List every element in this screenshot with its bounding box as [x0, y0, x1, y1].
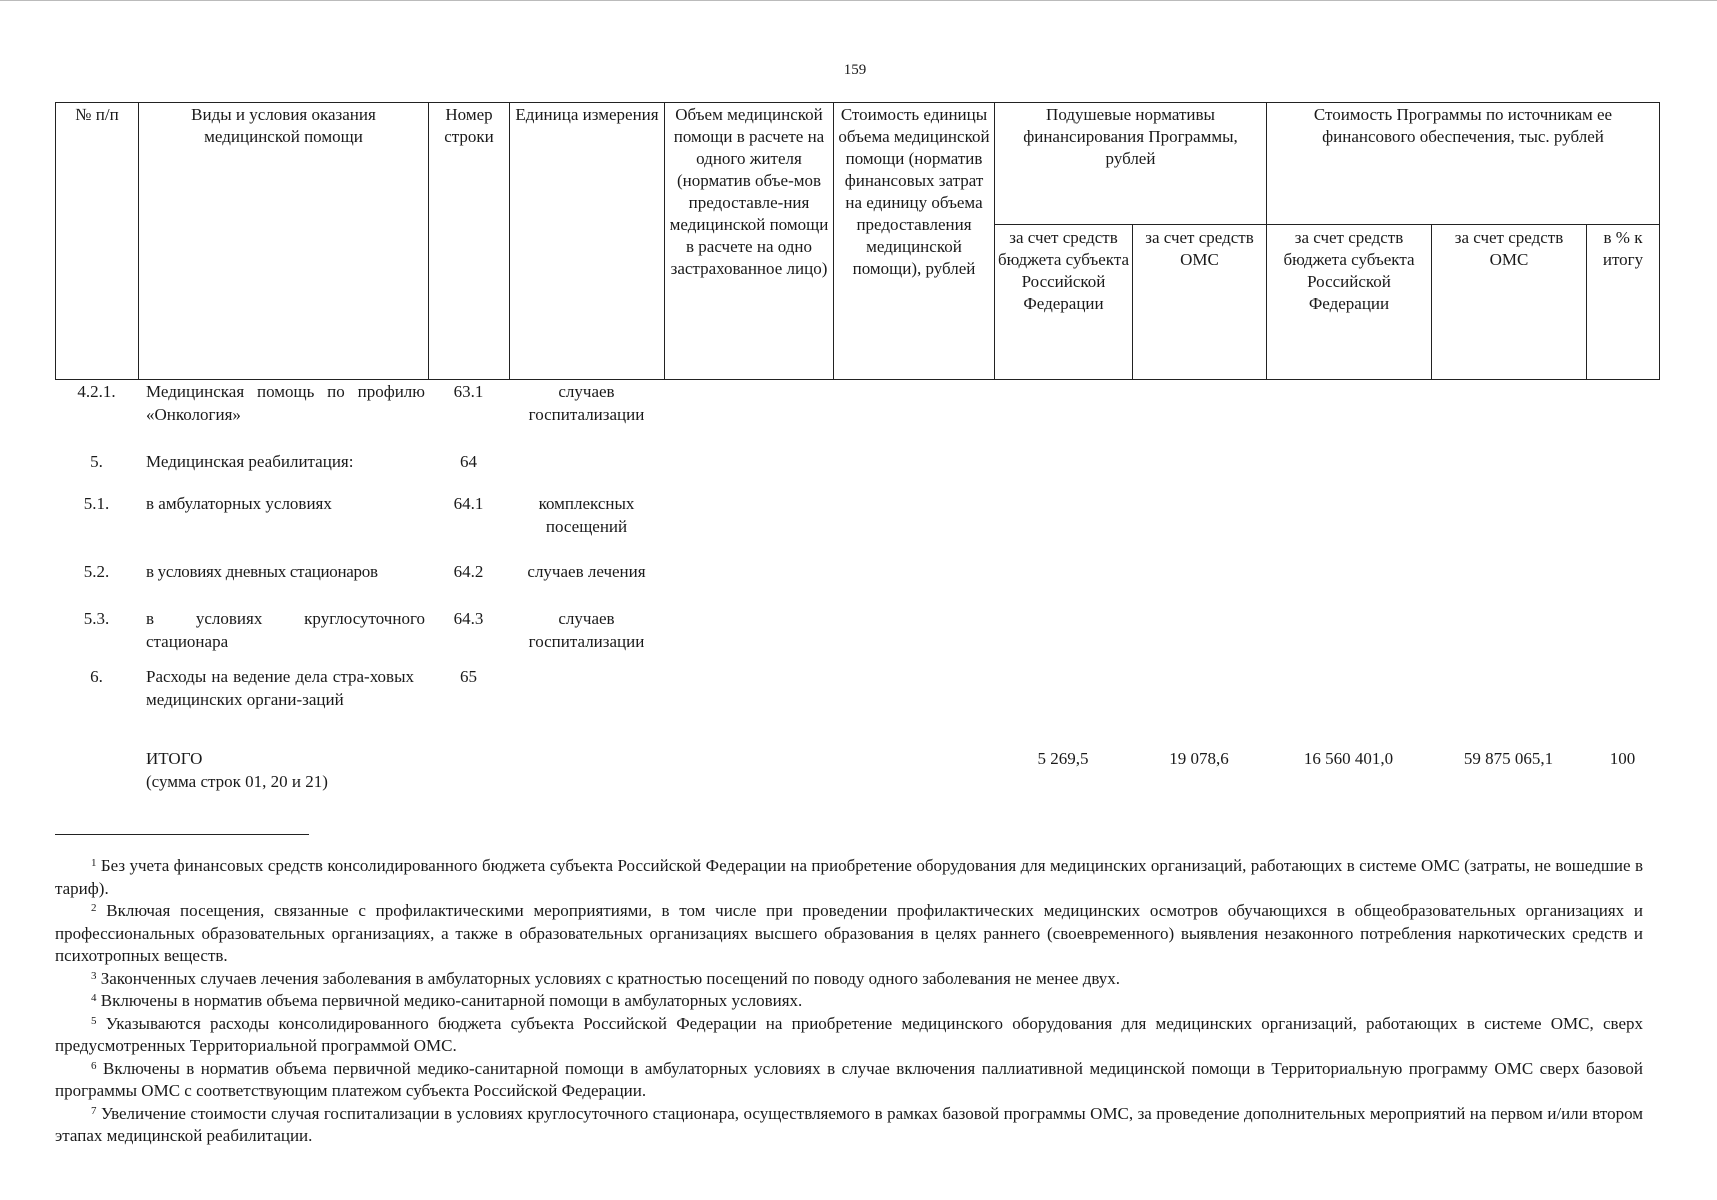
row-line-number: 65 — [460, 667, 477, 686]
row-name: Расходы на ведение дела стра-ховых медицинских органи-заций — [146, 667, 414, 709]
row-line-number: 63.1 — [453, 382, 484, 401]
row-line-number: 64.3 — [453, 609, 484, 628]
row-num: 5.1. — [83, 494, 110, 513]
row-line-number — [428, 747, 509, 797]
header-program-oms: за счет средств ОМС — [1432, 225, 1587, 380]
row-name: Медицинская помощь по профилю «Онкология» — [146, 382, 425, 424]
header-per-capita-oms: за счет средств ОМС — [1133, 225, 1267, 380]
footnote-6: $^6$ Включены в норматив объема первичной медико-санитарной помощи в амбулаторных условиях в случае включения паллиативной медицинской помощи в Территориальную программу ОМС сверх базовой программы ОМС с соответствующим платежом субъекта Российской Федерации. — [55, 1058, 1643, 1100]
total-program-budget: 16 560 401,0 — [1303, 749, 1394, 768]
row-name — [138, 747, 428, 797]
footnote-7: $^7$ Увеличение стоимости случая госпитализации в условиях круглосуточного стационара, осуществляемого в рамках базовой программы ОМС, за проведение дополнительных мероприятий на первом и/или втором этапах медицинской реабилитации. — [55, 1103, 1644, 1145]
row-line-number: 64.2 — [453, 562, 484, 581]
header-volume: Объем медицинской помощи в расчете на одного жителя (норматив объе-мов предоставле-ния медицинской помощи в расчете на одно застрахованное лицо) — [665, 103, 834, 380]
row-name: в условиях круглосуточного стационара — [146, 609, 425, 651]
table-row — [55, 380, 1659, 450]
table-row — [55, 560, 1659, 607]
row-num: 5.3. — [83, 609, 110, 628]
scan-edge-line — [0, 0, 1717, 1]
total-program-oms: 59 875 065,1 — [1463, 749, 1554, 768]
total-percent: 100 — [1609, 749, 1636, 768]
row-line-number: 64.1 — [453, 494, 484, 513]
header-per-capita-budget: за счет средств бюджета субъекта Российской Федерации — [995, 225, 1133, 380]
row-unit — [509, 665, 664, 747]
table-row-total — [55, 747, 1659, 797]
header-program-cost: Стоимость Программы по источникам ее финансового обеспечения, тыс. рублей — [1267, 103, 1660, 225]
row-num: 5.2. — [83, 562, 110, 581]
table-row — [55, 665, 1659, 747]
row-unit: случаев лечения — [527, 562, 646, 581]
row-line-number: 64 — [460, 452, 477, 471]
header-num: № п/п — [56, 103, 139, 380]
footnote-2: $^2$ Включая посещения, связанные с профилактическими мероприятиями, в том числе при проведении профилактических медицинских осмотров обучающихся в общеобразовательных организациях и профессиональных образовательных организациях, а также в образовательных организациях высшего образования в целях раннего (своевременного) выявления незаконного потребления наркотических средств и психотропных веществ. — [55, 901, 1643, 965]
header-unit: Единица измерения — [510, 103, 665, 380]
total-per-capita-budget: 5 269,5 — [1037, 749, 1089, 768]
row-unit: случаев госпитализации — [528, 382, 645, 424]
row-num: 6. — [90, 667, 103, 686]
header-type: Виды и условия оказания медицинской помощи — [139, 103, 429, 380]
table-row — [55, 450, 1659, 492]
row-unit — [509, 450, 664, 492]
header-percent: в % к итогу — [1587, 225, 1660, 380]
footnotes — [55, 855, 1643, 1148]
footnote-4: $^4$ Включены в норматив объема первичной медико-санитарной помощи в амбулаторных условиях. — [91, 991, 803, 1010]
table-row — [55, 607, 1659, 665]
table-body — [55, 380, 1659, 797]
row-num: 4.2.1. — [77, 382, 116, 401]
footnote-separator — [55, 834, 309, 835]
row-unit: комплексных посещений — [538, 494, 635, 536]
row-name: в условиях дневных стационаров — [146, 562, 378, 581]
row-unit — [509, 747, 664, 797]
row-unit: случаев госпитализации — [528, 609, 645, 651]
row-num: 5. — [90, 452, 103, 471]
footnote-3: $^3$ Законченных случаев лечения заболевания в амбулаторных условиях с кратностью посещений по поводу одного заболевания не менее двух. — [91, 968, 1121, 988]
page-number: 159 — [843, 62, 867, 78]
table-row — [55, 492, 1659, 560]
row-name: Медицинская реабилитация: — [146, 452, 354, 471]
table-header — [55, 102, 1660, 380]
footnote-1: $^1$ Без учета финансовых средств консолидированного бюджета субъекта Российской Федерации на приобретение оборудования для медицинских организаций, работающих в системе ОМС (затраты, не вошедшие в тариф). — [55, 856, 1643, 898]
total-label: ИТОГО — [146, 749, 203, 768]
total-per-capita-oms: 19 078,6 — [1169, 749, 1229, 768]
header-per-capita: Подушевые нормативы финансирования Программы, рублей — [995, 103, 1267, 225]
header-unit-cost: Стоимость единицы объема медицинской помощи (норматив финансовых затрат на единицу объема предоставления медицинской помощи), рублей — [834, 103, 995, 380]
footnote-5: $^5$ Указываются расходы консолидированного бюджета субъекта Российской Федерации на приобретение медицинского оборудования для медицинских организаций, работающих в системе ОМС, сверх предусмотренных Территориальной программой ОМС. — [55, 1013, 1643, 1055]
row-num — [55, 747, 138, 797]
row-name: в амбулаторных условиях — [146, 494, 332, 513]
header-program-budget: за счет средств бюджета субъекта Российской Федерации — [1267, 225, 1432, 380]
total-sum-note: (сумма строк 01, 20 и 21) — [146, 772, 328, 791]
header-row-number: Номер строки — [429, 103, 510, 380]
